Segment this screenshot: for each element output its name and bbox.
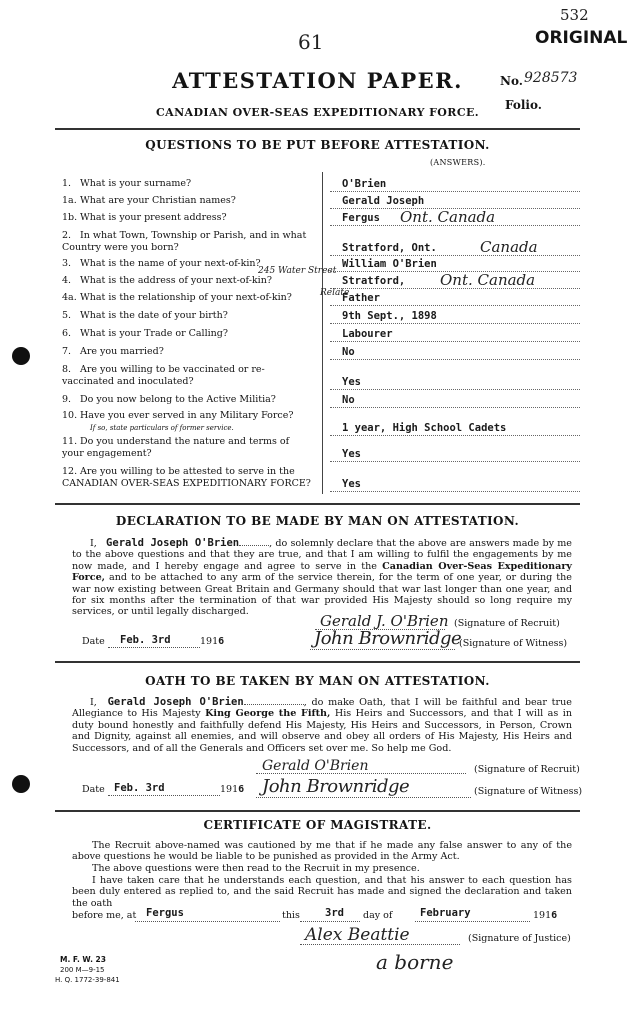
question-row [62,466,312,490]
oath-text: I, Gerald Joseph O'Brien , do make Oath, that I will be faithful and bear true Allegiance to His Majesty King George the Fifth, His Heirs and Successors, and that I will as in duty bound honestly and faithfully defend His Majesty, His Heirs and Successors, in Person, Crown and Dignity, against all enemies, and will observe and obey all orders of His Majesty, His Heirs and Successors, and of all the Generals and Officers set over me. So help me God. [72,696,572,754]
declaration-text: I, Gerald Joseph O'Brien , do solemnly declare that the above are answers made by me to the above questions and that they are true, and that I am willing to fulfil the engagements by me now made, and I hereby engage and agree to serve in the Canadian Over-Seas Expeditionary Force, and to be attached to any arm of the service therein, for the term of one year, or during the war now existing between Great Britain and Germany should that war last longer than one year, and for six months after the termination of that war provided His Majesty should so long require my services, or until legally discharged. [72,537,572,618]
answer-dotted-line [330,407,580,408]
certificate-para-3: I have taken care that he understands each question, and that his answer to each question has been duly entered as replied to, and the said Recruit has made and signed the declaration and taken the oath [72,875,572,909]
answer-value: No [342,394,355,406]
oath-year: 1916 [220,784,245,795]
question-row [62,275,312,287]
oath-rule [55,810,580,812]
answer-dotted-line [330,255,580,256]
question-text: What is the date of your birth? [80,310,228,321]
question-text: What is the address of your next-of-kin? [80,275,272,286]
answer-dotted-line [330,359,580,360]
certificate-heading: CERTIFICATE OF MAGISTRATE. [203,818,432,832]
answer-dotted-line [330,389,580,390]
oath-witness-signature: John Brownridge [262,776,410,797]
answers-label: (ANSWERS). [430,158,486,167]
certificate-para-2: The above questions were then read to the Recruit in my presence. [92,863,420,874]
question-text: In what Town, Township or Parish, and in what Country were you born? [62,230,307,253]
print-run: 200 M—9-15 [60,966,105,974]
question-row [62,436,312,460]
oath-recruit-label: (Signature of Recruit) [474,764,580,775]
handwritten-annotation: Ont. Canada [400,208,496,226]
question-number: 6. [62,328,72,339]
question-number: 7. [62,346,72,357]
document-title: ATTESTATION PAPER. [172,68,463,93]
original-stamp: ORIGINAL [535,28,628,48]
answer-value: Fergus [342,212,380,224]
question-number: 11. [62,436,78,447]
oath-heading: OATH TO BE TAKEN BY MAN ON ATTESTATION. [145,674,490,688]
declaration-date-label: Date [82,636,105,647]
declaration-witness-signature: John Brownridge [314,628,462,649]
answer-value: 1 year, High School Cadets [342,422,507,434]
page-mark: 61 [298,30,324,54]
question-number: 3. [62,258,72,269]
answer-value: Stratford, [342,275,406,287]
declaration-heading: DECLARATION TO BE MADE BY MAN ON ATTESTATION. [115,514,520,528]
handwritten-annotation-above: 245 Water Street [258,266,337,276]
hq-code: H. Q. 1772-39-841 [55,976,120,984]
question-text: What is your present address? [80,212,227,223]
answer-value: Gerald Joseph [342,195,425,207]
question-number: 2. [62,230,72,241]
question-text: Do you understand the nature and terms of your engagement? [62,436,290,459]
answer-dotted-line [330,341,580,342]
handwritten-annotation: Ont. Canada [440,271,536,289]
question-text: What is your surname? [80,178,192,189]
top-number: 532 [560,6,589,24]
question-text: What is your Trade or Calling? [80,328,228,339]
question-number: 4a. [62,292,77,303]
answer-value: Father [342,292,380,304]
question-number: 9. [62,394,72,405]
oath-date-label: Date [82,784,105,795]
answer-dotted-line [330,435,580,436]
question-text: Are you willing to be vaccinated or re-vaccinated and inoculated? [62,364,265,387]
declaration-recruit-signature: Gerald J. O'Brien [320,612,449,630]
certificate-para-1: The Recruit above-named was cautioned by me that if he made any false answer to any of the above questions he would be liable to be punished as provided in the Army Act. [72,840,572,863]
question-row [62,394,312,406]
certificate-year: 1916 [533,910,558,921]
question-row [62,292,312,304]
punch-hole-bottom [12,775,30,793]
folio-label: Folio. [505,98,542,112]
regimental-number: 928573 [524,70,578,86]
before-label: before me, at [72,910,137,921]
force-name: Canadian Over-Seas Expeditionary Force, [72,560,572,584]
oath-date: Feb. 3rd [114,782,165,794]
question-row [62,230,312,254]
oath-name: Gerald Joseph O'Brien [107,696,244,708]
answer-dotted-line [330,323,580,324]
answer-value: Yes [342,448,361,460]
declaration-name: Gerald Joseph O'Brien [106,537,240,549]
question-note: If so, state particulars of former service. [90,424,234,432]
question-text: What is the name of your next-of-kin? [80,258,261,269]
question-text: Have you ever served in any Military Force? [80,410,294,421]
question-number: 4. [62,275,72,286]
question-text: Do you now belong to the Active Militia? [80,394,276,405]
question-row [62,410,312,434]
oath-witness-label: (Signature of Witness) [474,786,583,797]
title-rule [55,128,580,130]
question-number: 8. [62,364,72,375]
question-text: Are you married? [80,346,164,357]
certificate-month: February [420,907,471,919]
answers-divider [322,172,323,494]
punch-hole-top [12,347,30,365]
this-label: this [282,910,300,921]
answer-dotted-line [330,305,580,306]
declaration-rule [55,661,580,663]
question-row [62,212,312,224]
handwritten-annotation: Relate [320,288,350,298]
answer-value: Stratford, Ont. [342,242,437,254]
bottom-signature: a borne [376,950,454,974]
question-text: What is the relationship of your next-of-kin? [80,292,292,303]
question-row [62,364,312,388]
day-of-label: day of [363,910,393,921]
questions-heading: QUESTIONS TO BE PUT BEFORE ATTESTATION. [145,138,490,152]
answer-value: Labourer [342,328,393,340]
question-row [62,195,312,207]
answer-dotted-line [330,491,580,492]
question-number: 1b. [62,212,78,223]
document-subtitle: CANADIAN OVER-SEAS EXPEDITIONARY FORCE. [156,106,479,119]
declaration-year: 1916 [200,636,225,647]
declaration-recruit-label: (Signature of Recruit) [454,618,560,629]
question-row [62,178,312,190]
oath-king: King George the Fifth, [205,708,331,720]
question-row [62,346,312,358]
answer-value: William O'Brien [342,258,437,270]
question-text: Are you willing to be attested to serve in the CANADIAN OVER-SEAS EXPEDITIONARY FORCE? [62,466,311,489]
question-number: 12. [62,466,78,477]
answer-value: 9th Sept., 1898 [342,310,437,322]
answer-value: Yes [342,376,361,388]
answer-dotted-line [330,461,580,462]
number-label: No. [500,74,523,88]
declaration-witness-label: (Signature of Witness) [459,638,568,649]
answer-value: Yes [342,478,361,490]
oath-recruit-signature: Gerald O'Brien [262,758,369,774]
handwritten-annotation: Canada [480,238,538,256]
question-number: 1a. [62,195,77,206]
questions-rule [55,503,580,505]
justice-signature: Alex Beattie [305,925,410,945]
answer-value: No [342,346,355,358]
question-number: 5. [62,310,72,321]
answer-value: O'Brien [342,178,387,190]
declaration-date: Feb. 3rd [120,634,171,646]
answer-dotted-line [330,191,580,192]
question-number: 10. [62,410,78,421]
justice-label: (Signature of Justice) [468,933,571,944]
certificate-place: Fergus [146,907,184,919]
certificate-day: 3rd [325,907,344,919]
question-text: What are your Christian names? [80,195,236,206]
question-row [62,328,312,340]
form-code: M. F. W. 23 [60,955,106,964]
question-number: 1. [62,178,72,189]
question-row [62,310,312,322]
